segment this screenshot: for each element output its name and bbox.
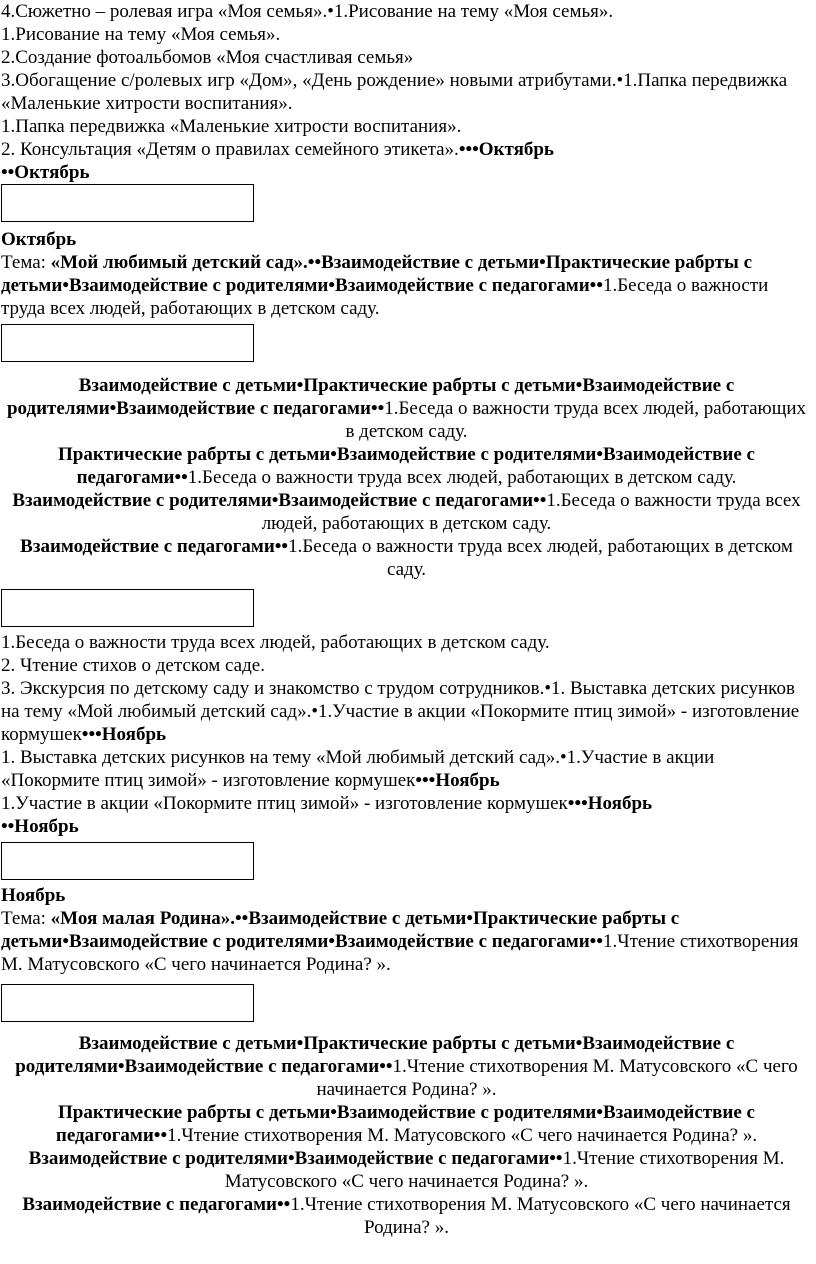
month-marker: •••Ноябрь: [81, 724, 167, 745]
line-drawing: 1.Рисование на тему «Моя семья».: [1, 24, 281, 45]
text: 1.Беседа о важности труда всех людей, работающих в детском саду.: [187, 467, 737, 488]
text: 3. Экскурсия по детскому саду и знакомство с трудом сотрудников.•1. Выставка детских рисунков на тему «Мой любимый детский сад».•1.Участие в акции «Покормите птиц зимой» - изготовление кормушек: [1, 678, 800, 745]
october-paragraph: [0, 535, 812, 581]
bold-text: Взаимодействие с родителями•Взаимодействие с педагогами••: [28, 1148, 563, 1169]
text: •1.Рисование на тему «Моя семья».: [327, 1, 614, 22]
topic-title: «Моя малая Родина».••Взаимодействие с детьми•Практические рабрты с детьми•Взаимодействие с родителями•Взаимодействие с педагогами••: [1, 908, 680, 952]
bold-text: Взаимодействие с детьми•Практические рабрты с детьми•Взаимодействие с родителями•Взаимодействие с педагогами••: [6, 375, 735, 419]
november-paragraph: [0, 1032, 812, 1101]
text: 1.Чтение стихотворения М. Матусовского «С чего начинается Родина? ».: [224, 1148, 785, 1192]
month-marker: ••Ноябрь: [1, 816, 79, 837]
text: 1.Чтение стихотворения М. Матусовского «С чего начинается Родина? ».: [290, 1194, 791, 1238]
empty-box: [1, 842, 254, 880]
october-list-item: [0, 677, 812, 746]
october-list-item: [0, 746, 812, 792]
october-list-item: 2. Чтение стихов о детском саде.: [1, 655, 265, 676]
topic-label: Тема:: [1, 908, 51, 929]
topic-text: 1.Беседа о важности труда всех людей, работающих в детском саду.: [1, 275, 769, 319]
text: 1.Беседа о важности труда всех людей, работающих в детском саду.: [261, 490, 801, 534]
text: 1.Чтение стихотворения М. Матусовского «С чего начинается Родина? ».: [167, 1125, 758, 1146]
november-paragraph: [0, 1101, 812, 1147]
text: 1.Беседа о важности труда всех людей, работающих в детском саду.: [288, 536, 793, 580]
bold-text: Взаимодействие с педагогами••: [22, 1194, 291, 1215]
empty-box: [1, 324, 254, 362]
month-marker: ••Октябрь: [1, 162, 90, 183]
text: 1.Чтение стихотворения М. Матусовского «С чего начинается Родина? ».: [316, 1056, 798, 1100]
november-topic: [0, 907, 812, 976]
november-paragraph: [0, 1193, 812, 1239]
bold-text: Взаимодействие с родителями•Взаимодействие с педагогами••: [12, 490, 547, 511]
topic-title: «Мой любимый детский сад».••Взаимодействие с детьми•Практические рабрты с детьми•Взаимодействие с родителями•Взаимодействие с педагогами••: [1, 252, 753, 296]
october-paragraph: [0, 443, 812, 489]
line-photo-albums: 2.Создание фотоальбомов «Моя счастливая семья»: [1, 47, 414, 68]
month-marker: •••Ноябрь: [415, 770, 500, 791]
bold-text: Практические рабрты с детьми•Взаимодействие с родителями•Взаимодействие с педагогами••: [55, 1102, 755, 1146]
topic-label: Тема:: [1, 252, 51, 273]
october-paragraph: [0, 374, 812, 443]
bold-text: Взаимодействие с детьми•Практические рабрты с детьми•Взаимодействие с родителями•Взаимодействие с педагогами••: [15, 1033, 735, 1077]
heading-text: Ноябрь: [1, 885, 66, 906]
month-marker: •••Октябрь: [458, 139, 554, 160]
line-month-marker: [0, 815, 812, 838]
empty-box: [1, 589, 254, 627]
line-month-marker: [0, 161, 812, 184]
text: •1.Папка передвижка «Маленькие хитрости воспитания».: [1, 70, 788, 114]
empty-box: [1, 184, 254, 222]
october-topic: [0, 251, 812, 320]
heading-text: Октябрь: [1, 229, 77, 250]
text: 3.Обогащение с/ролевых игр «Дом», «День рождение» новыми атрибутами.: [1, 70, 617, 91]
november-paragraph: [0, 1147, 812, 1193]
text: 4.Сюжетно – ролевая игра «Моя семья».: [1, 1, 328, 22]
line-folder: 1.Папка передвижка «Маленькие хитрости воспитания».: [1, 116, 462, 137]
text: 1.Участие в акции «Покормите птиц зимой» - изготовление кормушек: [1, 793, 568, 814]
topic-text: 1.Чтение стихотворения М. Матусовского «С чего начинается Родина? ».: [1, 931, 799, 975]
line-role-play-enrich: [0, 69, 812, 115]
month-marker: •••Ноябрь: [567, 793, 653, 814]
text: 1. Выставка детских рисунков на тему «Мой любимый детский сад».•1.Участие в акции «Покормите птиц зимой» - изготовление кормушек: [1, 747, 715, 791]
october-list-item: 1.Беседа о важности труда всех людей, работающих в детском саду.: [1, 632, 550, 653]
october-paragraph: [0, 489, 812, 535]
empty-box: [1, 984, 254, 1022]
month-heading-november: [0, 884, 812, 907]
bold-text: Взаимодействие с педагогами••: [20, 536, 289, 557]
month-heading-october: [0, 228, 812, 251]
line-role-play: [0, 0, 812, 23]
text: 1.Беседа о важности труда всех людей, работающих в детском саду.: [345, 398, 807, 442]
bold-text: Практические рабрты с детьми•Взаимодействие с родителями•Взаимодействие с педагогами••: [58, 444, 755, 488]
text: 2. Консультация «Детям о правилах семейного этикета».: [1, 139, 459, 160]
line-consultation: [0, 138, 812, 161]
october-list-item: [0, 792, 812, 815]
